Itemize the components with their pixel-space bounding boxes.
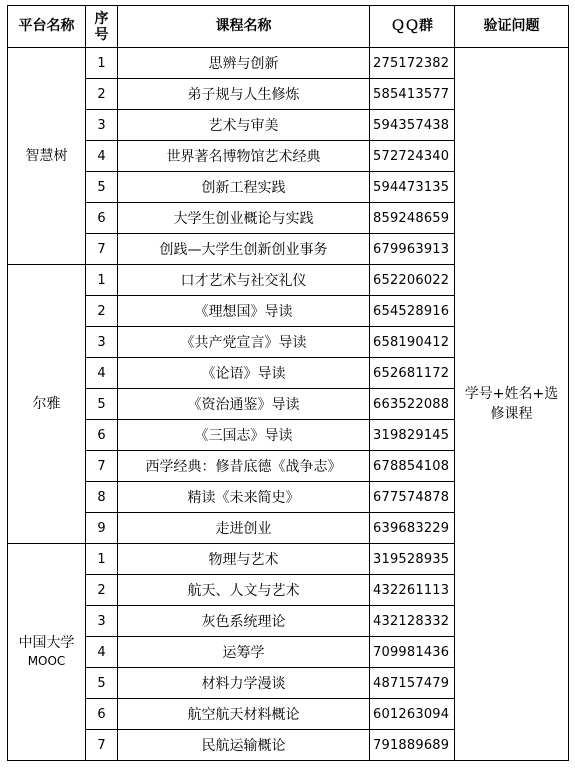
course-name-cell: 西学经典：修昔底德《战争志》	[118, 451, 370, 482]
seq-cell: 6	[86, 699, 118, 730]
header-verify: 验证问题	[455, 6, 569, 48]
qq-group-cell: 639683229	[370, 513, 455, 544]
header-seq-bottom: 号	[94, 26, 109, 43]
qq-group-cell: 432261113	[370, 575, 455, 606]
course-name-cell: 《论语》导读	[118, 358, 370, 389]
course-name-cell: 《资治通鉴》导读	[118, 389, 370, 420]
course-name-cell: 《三国志》导读	[118, 420, 370, 451]
qq-group-cell: 677574878	[370, 482, 455, 513]
course-name-cell: 物理与艺术	[118, 544, 370, 575]
seq-cell: 6	[86, 203, 118, 234]
qq-group-cell: 678854108	[370, 451, 455, 482]
seq-cell: 4	[86, 141, 118, 172]
course-name-cell: 思辨与创新	[118, 48, 370, 79]
course-name-cell: 走进创业	[118, 513, 370, 544]
course-name-cell: 灰色系统理论	[118, 606, 370, 637]
course-name-cell: 精读《未来简史》	[118, 482, 370, 513]
platform-name-line: 智慧树	[25, 148, 68, 164]
seq-cell: 3	[86, 110, 118, 141]
qq-group-cell: 679963913	[370, 234, 455, 265]
seq-cell: 2	[86, 79, 118, 110]
table-header-row	[8, 6, 569, 48]
qq-group-cell: 654528916	[370, 296, 455, 327]
qq-group-cell: 663522088	[370, 389, 455, 420]
seq-cell: 5	[86, 668, 118, 699]
qq-group-cell: 594473135	[370, 172, 455, 203]
seq-cell: 1	[86, 48, 118, 79]
seq-cell: 3	[86, 606, 118, 637]
course-name-cell: 弟子规与人生修炼	[118, 79, 370, 110]
seq-cell: 2	[86, 575, 118, 606]
table-body	[8, 48, 569, 761]
seq-cell: 8	[86, 482, 118, 513]
course-name-cell: 大学生创业概论与实践	[118, 203, 370, 234]
header-seq	[86, 6, 118, 48]
course-name-cell: 运筹学	[118, 637, 370, 668]
header-platform: 平台名称	[8, 6, 86, 48]
seq-cell: 9	[86, 513, 118, 544]
seq-cell: 4	[86, 358, 118, 389]
qq-group-cell: 658190412	[370, 327, 455, 358]
qq-group-cell: 319528935	[370, 544, 455, 575]
header-seq-top: 序	[94, 10, 109, 27]
qq-group-cell: 601263094	[370, 699, 455, 730]
seq-cell: 1	[86, 544, 118, 575]
course-table-container	[7, 5, 569, 761]
qq-group-cell: 791889689	[370, 730, 455, 761]
seq-cell: 7	[86, 730, 118, 761]
course-name-cell: 口才艺术与社交礼仪	[118, 265, 370, 296]
qq-group-cell: 859248659	[370, 203, 455, 234]
seq-cell: 4	[86, 637, 118, 668]
course-name-cell: 《共产党宣言》导读	[118, 327, 370, 358]
seq-cell: 1	[86, 265, 118, 296]
course-name-cell: 《理想国》导读	[118, 296, 370, 327]
platform-cell	[8, 48, 86, 265]
platform-cell	[8, 544, 86, 761]
qq-group-cell: 585413577	[370, 79, 455, 110]
header-course: 课程名称	[118, 6, 370, 48]
course-name-cell: 艺术与审美	[118, 110, 370, 141]
course-name-cell: 世界著名博物馆艺术经典	[118, 141, 370, 172]
table-row	[8, 48, 569, 79]
qq-group-cell: 594357438	[370, 110, 455, 141]
seq-cell: 5	[86, 172, 118, 203]
qq-group-cell: 652681172	[370, 358, 455, 389]
qq-group-cell: 487157479	[370, 668, 455, 699]
seq-cell: 6	[86, 420, 118, 451]
header-qq: ＱＱ群	[370, 6, 455, 48]
qq-group-cell: 709981436	[370, 637, 455, 668]
course-qq-table	[7, 5, 569, 761]
platform-name-line: 尔雅	[32, 396, 61, 412]
qq-group-cell: 652206022	[370, 265, 455, 296]
platform-name-line: MOOC	[27, 654, 66, 668]
course-name-cell: 民航运输概论	[118, 730, 370, 761]
qq-group-cell: 572724340	[370, 141, 455, 172]
seq-cell: 2	[86, 296, 118, 327]
qq-group-cell: 319829145	[370, 420, 455, 451]
course-name-cell: 创新工程实践	[118, 172, 370, 203]
platform-name-line: 中国大学	[18, 635, 75, 651]
course-name-cell: 创践—大学生创新创业事务	[118, 234, 370, 265]
course-name-cell: 航天、人文与艺术	[118, 575, 370, 606]
seq-cell: 7	[86, 451, 118, 482]
seq-cell: 3	[86, 327, 118, 358]
verify-question-cell: 学号+姓名+选修课程	[455, 48, 569, 761]
seq-cell: 5	[86, 389, 118, 420]
qq-group-cell: 275172382	[370, 48, 455, 79]
qq-group-cell: 432128332	[370, 606, 455, 637]
course-name-cell: 材料力学漫谈	[118, 668, 370, 699]
platform-cell	[8, 265, 86, 544]
seq-cell: 7	[86, 234, 118, 265]
course-name-cell: 航空航天材料概论	[118, 699, 370, 730]
